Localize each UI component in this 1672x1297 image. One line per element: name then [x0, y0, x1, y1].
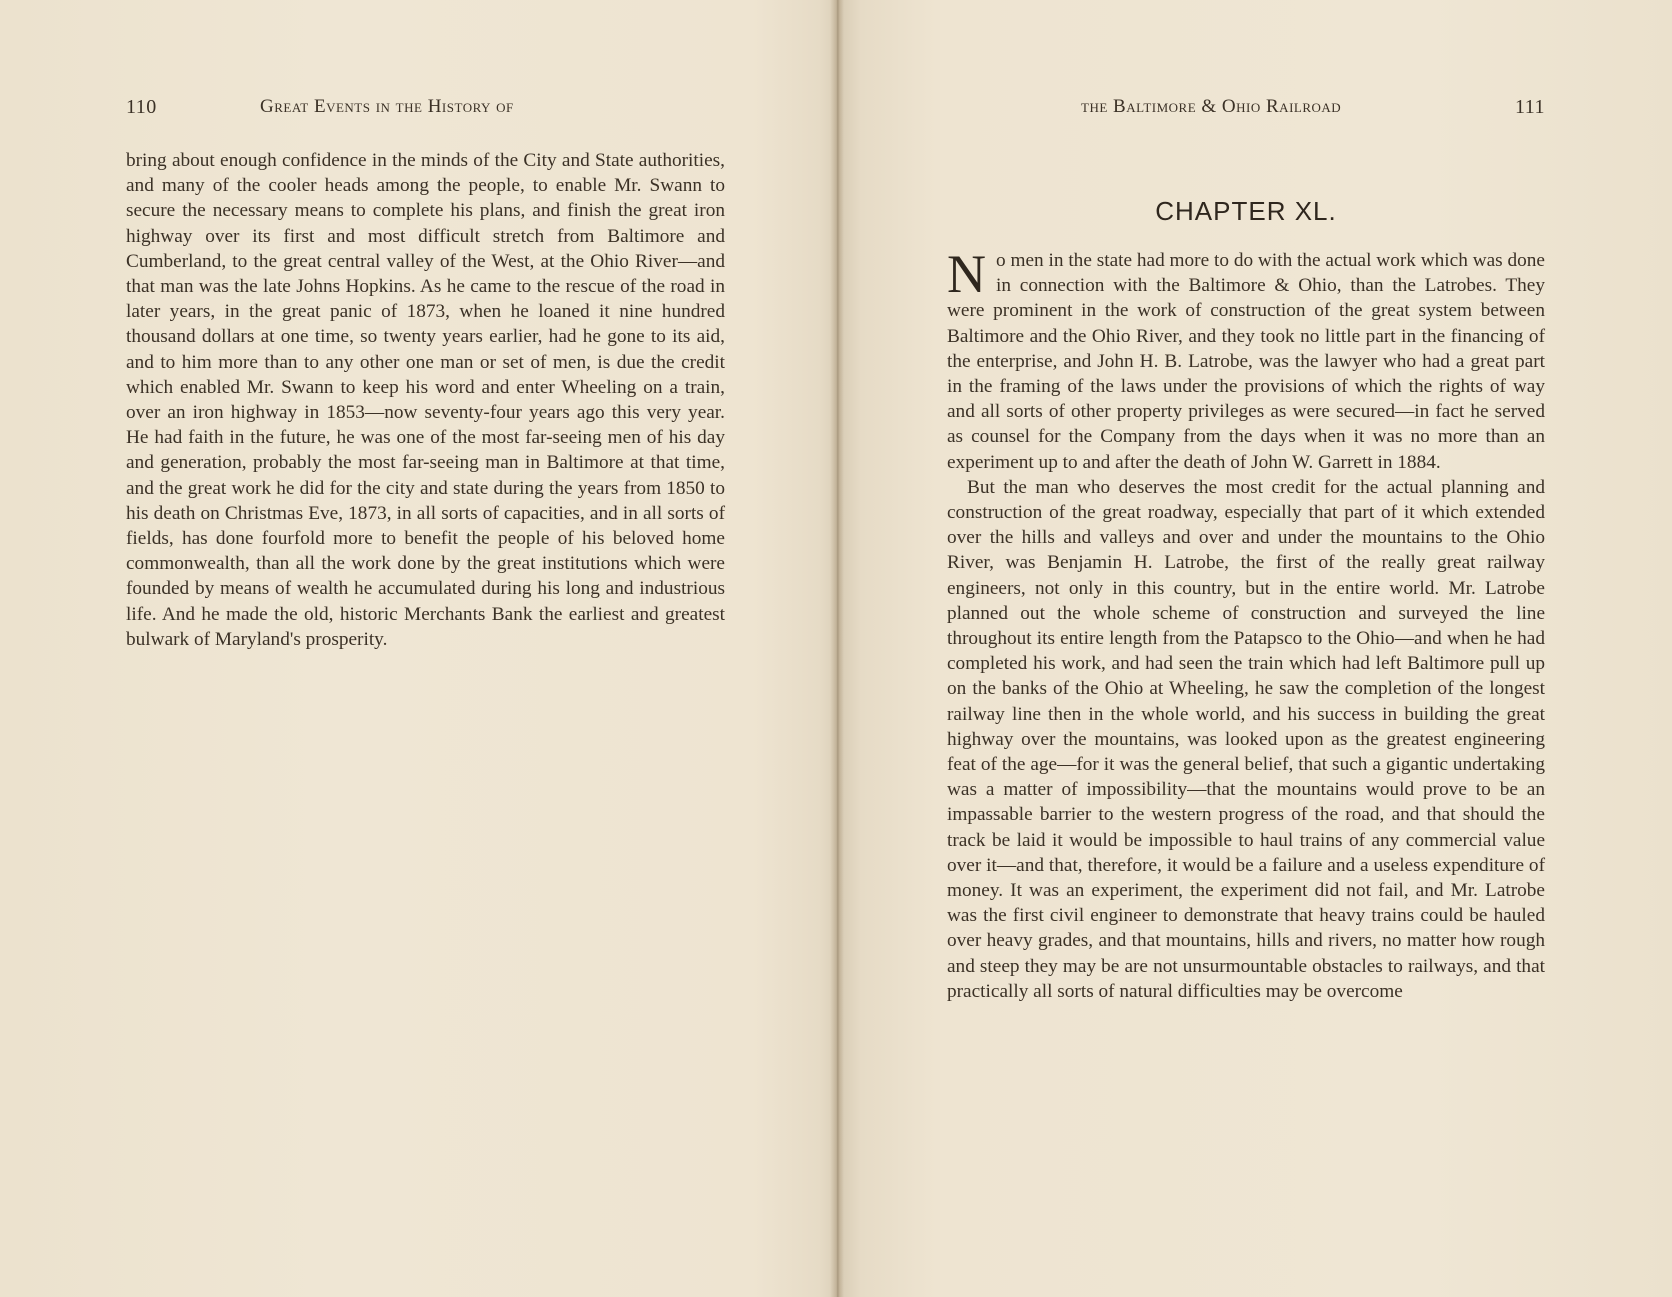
right-running-title: the Baltimore & Ohio Railroad — [1081, 96, 1342, 117]
right-paragraph-1-text: o men in the state had more to do with the actual work which was done in connection with the Baltimore & Ohio, than the Latrobes. They were prominent in the work of construction of the great system between Baltimore and the Ohio River, and they took no little part in the financing of the enterprise, and John H. B. Latrobe, was the lawyer who had a great part in the framing of the laws under the provisions of which the rights of way and all sorts of other property privileges as were secured—in fact he served as counsel for the Company from the days when it was no more than an experiment up to and after the death of John W. Garrett in 1884. — [947, 250, 1545, 473]
left-running-head — [126, 96, 725, 122]
left-body-text — [126, 148, 725, 652]
right-paragraph-2: But the man who deserves the most credit for the actual planning and construction of the great roadway, especially that part of it which extended over the hills and valleys and over and under the mountains to the Ohio River, was Benjamin H. Latrobe, the first of the really great railway engineers, not only in this country, but in the entire world. Mr. Latrobe planned out the whole scheme of construction and surveyed the line throughout its entire length from the Patapsco to the Ohio—and when he had completed his work, and had seen the train which had left Baltimore pull up on the banks of the Ohio at Wheeling, he saw the completion of the longest railway line then in the whole world, and his success in building the great highway over the mountains, was looked upon as the greatest engineering feat of the age—for it was the general belief, that such a gigantic undertaking was a matter of impossibility—that the mountains would prove to be an impassable barrier to the western progress of the road, and that should the track be laid it would be impossible to haul trains of any commercial value over it—and that, therefore, it would be a failure and a useless expenditure of money. It was an experiment, the experiment did not fail, and Mr. Latrobe was the first civil engineer to demonstrate that heavy trains could be hauled over heavy grades, and that mountains, hills and rivers, no matter how rough and steep they may be are not unsurmountable obstacles to railways, and that practically all sorts of natural difficulties may be overcome — [947, 476, 1545, 1002]
left-running-title: Great Events in the History of — [260, 96, 514, 117]
left-paragraph: bring about enough confidence in the minds of the City and State authorities, and many of the cooler heads among the people, to enable Mr. Swann to secure the necessary means to complete his plans, and finish the great iron highway over its first and most difficult stretch from Baltimore and Cumberland, to the great central valley of the West, at the Ohio River—and that man was the late Johns Hopkins. As he came to the rescue of the road in later years, in the great panic of 1873, when he loaned it nine hundred thousand dollars at one time, so twenty years earlier, had he gone to its aid, and to him more than to any other one man or set of men, is due the credit which enabled Mr. Swann to keep his word and enter Wheeling on a train, over an iron highway in 1853—now seventy-four years ago this very year. He had faith in the future, he was one of the most far-seeing men of his day and generation, probably the most far-seeing man in Baltimore at that time, and the great work he did for the city and state during the years from 1850 to his death on Christmas Eve, 1873, in all sorts of capacities, and in all sorts of fields, has done fourfold more to benefit the people of his beloved home commonwealth, than all the work done by the great institutions which were founded by means of wealth he accumulated during his long and industrious life. And he made the old, historic Merchants Bank the earliest and greatest bulwark of Maryland's prosperity. — [126, 150, 725, 650]
right-running-head — [947, 96, 1545, 122]
left-page-number: 110 — [126, 96, 157, 118]
right-paragraph-1 — [947, 244, 1545, 475]
book-gutter — [830, 0, 844, 1297]
right-body-text — [947, 244, 1545, 1004]
chapter-title: CHAPTER XL. — [1155, 196, 1337, 226]
drop-cap: N — [947, 244, 986, 304]
right-page-number: 111 — [1514, 96, 1545, 118]
